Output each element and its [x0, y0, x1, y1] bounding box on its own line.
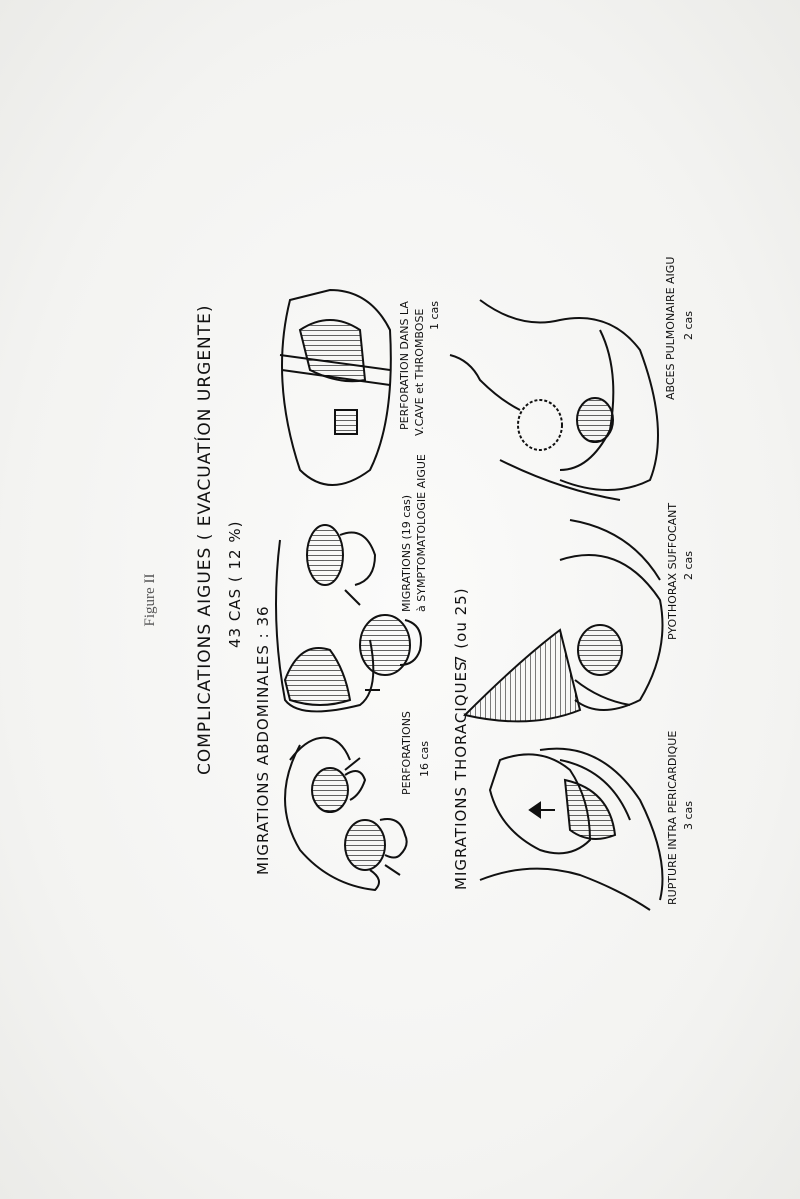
rupture-count: 3 cas — [682, 800, 695, 830]
abdominal-heading: MIGRATIONS ABDOMINALES : 36 — [254, 605, 272, 875]
figure-subtitle: 43 CAS ( 12 %) — [226, 520, 244, 648]
vcave-drawing — [280, 290, 391, 485]
vcave-count: 1 cas — [428, 300, 441, 330]
thoracic-heading: MIGRATIONS THORACIQUES — [452, 660, 470, 890]
vcave-label: PERFORATION DANS LA — [398, 301, 411, 430]
pyothorax-drawing — [465, 520, 663, 721]
figure-title: COMPLICATIONS AIGUES ( EVACUATÍON URGENTE) — [195, 304, 215, 775]
rupture-drawing — [480, 749, 663, 910]
perforations-count: 16 cas — [418, 740, 431, 777]
figure-caption: Figure II — [142, 573, 158, 627]
abces-count: 2 cas — [682, 310, 695, 340]
abces-drawing — [450, 300, 658, 500]
rupture-label: RUPTURE INTRA PERICARDIQUE — [666, 730, 679, 905]
perforations-drawing — [285, 738, 407, 890]
abces-label: ABCES PULMONAIRE AIGU — [664, 256, 677, 400]
pyothorax-label: PYOTHORAX SUFFOCANT — [666, 502, 679, 640]
pyothorax-count: 2 cas — [682, 550, 695, 580]
migrations-label: MIGRATIONS (19 cas) — [400, 494, 413, 612]
thoracic-count: 7 (ou 25) — [452, 587, 470, 665]
migrations-detail: à SYMPTOMATOLOGIE AIGUE — [415, 454, 428, 612]
vcave-detail: V.CAVE et THROMBOSE — [413, 308, 426, 436]
perforations-label: PERFORATIONS — [400, 711, 413, 795]
